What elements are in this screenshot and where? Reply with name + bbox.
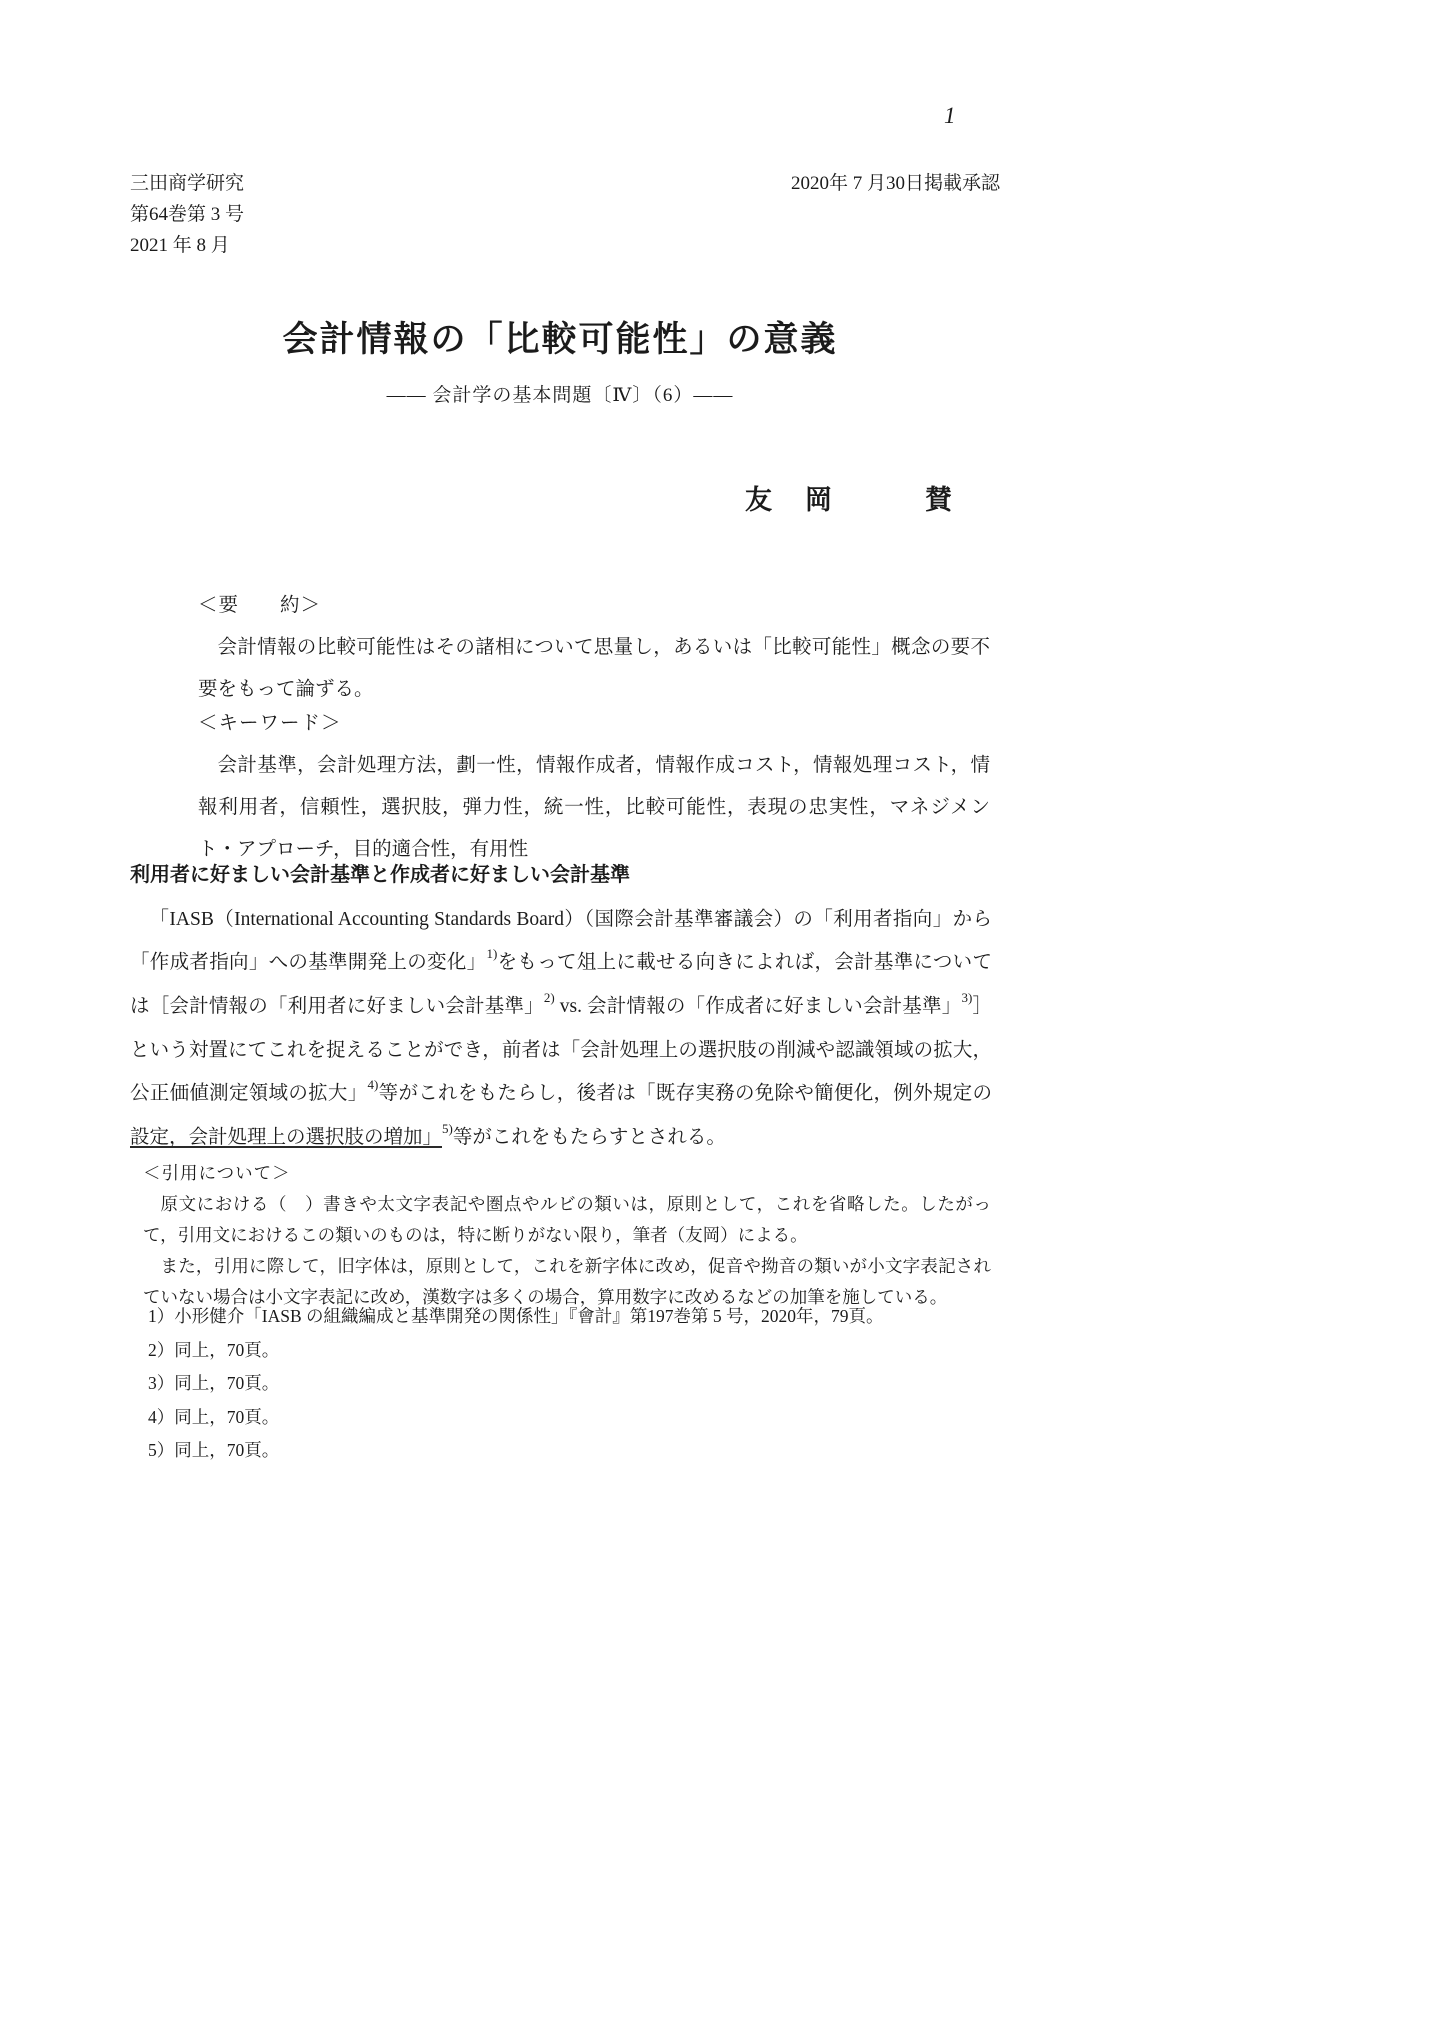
page-number: 1 <box>944 103 956 128</box>
footnote-marker: 1) <box>486 946 498 962</box>
keywords-label: ＜キーワード＞ <box>198 713 342 734</box>
abstract-section <box>198 585 990 711</box>
footnote-marker: 5) <box>442 1121 453 1137</box>
footnote-item: 1）小形健介「IASB の組織編成と基準開発の関係性」『會計』第197巻第 5 号，2020年，79頁。 <box>148 1306 884 1326</box>
paper-title: 会計情報の「比較可能性」の意義 <box>282 320 838 359</box>
journal-name: 三田商学研究 <box>130 173 245 194</box>
citation-note <box>143 1158 991 1313</box>
footnote-marker: 3) <box>961 990 973 1006</box>
footnote-item: 3）同上，70頁。 <box>148 1373 280 1393</box>
footnote-divider <box>130 1146 442 1148</box>
journal-volume: 第64巻第 3 号 <box>130 204 245 225</box>
citation-note-paragraph: また，引用に際して，旧字体は，原則として，これを新字体に改め，促音や拗音の類いが小文字表記されていない場合は小文字表記に改め，漢数字は多くの場合，算用数字に改めるなどの加筆を施している。 <box>143 1256 991 1307</box>
citation-note-paragraph: 原文における（ ）書きや太文字表記や圏点やルビの類いは，原則として，これを省略した。したがって，引用文におけるこの類いのものは，特に断りがない限り，筆者（友岡）による。 <box>143 1194 991 1245</box>
abstract-text: 会計情報の比較可能性はその諸相について思量し，あるいは「比較可能性」概念の要不要をもって論ずる。 <box>198 637 990 700</box>
footnote-item: 2）同上，70頁。 <box>148 1339 280 1360</box>
paper-subtitle: ―― 会計学の基本問題〔Ⅳ〕（6）―― <box>386 385 734 406</box>
footnote-marker: 2) <box>543 990 555 1006</box>
footnotes-list <box>148 1300 993 1468</box>
footnote-item: 5）同上，70頁。 <box>148 1440 280 1460</box>
body-paragraph: 「IASB（International Accounting Standards Board）（国際会計基準審議会）の「利用者指向」から「作成者指向」への基準開発上の変化」$^{1)}$をもって俎上に載せる向きによれば，会計基準については［会計情報の「利用者に好ましい会計基準」$^{2)}$ vs. 会計情報の「作成者に好ましい会計基準」$^{3)}$］という対置にてこれを捉えることができ，前者は「会計処理上の選択肢の削減や認識領域の拡大，公正価値測定領域の拡大」$^{4)}$等がこれをもたらし，後者は「既存実務の免除や簡便化，例外規定の設定，会計処理上の選択肢の増加」$^{5)}$等がこれをもたらすとされる。 <box>130 909 992 1148</box>
section-heading: 利用者に好ましい会計基準と作成者に好ましい会計基準 <box>130 864 630 886</box>
approval-date: 2020年 7 月30日掲載承認 <box>790 173 1000 194</box>
journal-date: 2021 年 8 月 <box>130 235 230 256</box>
footnote-item: 4）同上，70頁。 <box>148 1406 280 1427</box>
keywords-section <box>198 703 990 871</box>
author-name: 友 岡 賛 <box>745 485 955 515</box>
footnote-marker: 4) <box>367 1077 379 1093</box>
citation-note-label: ＜引用について＞ <box>143 1163 291 1183</box>
keywords-text: 会計基準，会計処理方法，劃一性，情報作成者，情報作成コスト，情報処理コスト，情報利用者，信頼性，選択肢，弾力性，統一性，比較可能性，表現の忠実性，マネジメント・アプローチ，目的適合性，有用性 <box>198 755 990 860</box>
abstract-label: ＜要 約＞ <box>198 595 322 616</box>
